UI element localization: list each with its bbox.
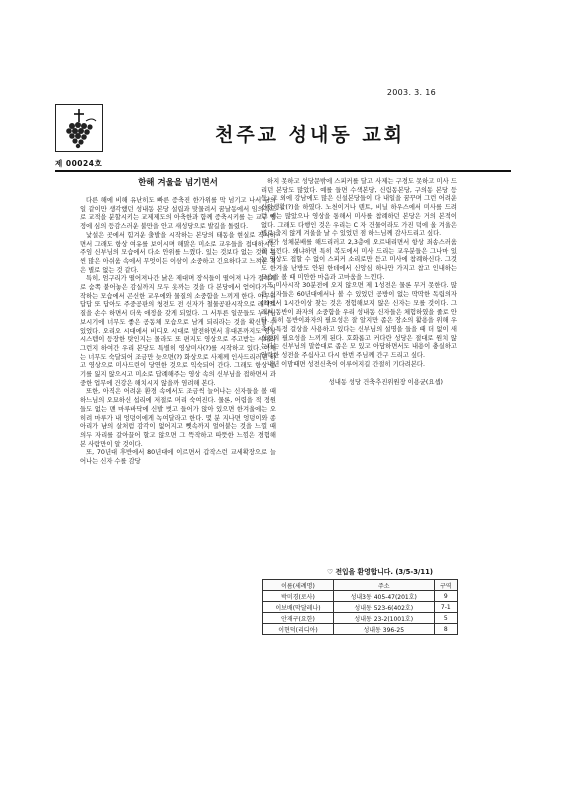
member-address: 성내동 396-25 — [333, 624, 434, 635]
column-header: 구역 — [434, 580, 457, 591]
article-right-column — [261, 178, 457, 388]
header-divider — [55, 170, 511, 172]
article-paragraph: 또 미사시작 30분전에 오지 않으면 제 1성전은 물론 무거 못한다. 많은 신자들은 60년대에서나 볼 수 있었던 공방이 없는 딱딱한 독립의자(?)에서 1시간이상 찾는 것은 경험해보지 않은 신자는 모를 것이다. 그래서 동반이 좌자의 소중함을 우리 성내동 신자들은 체험하였을 줄로 안다. 특히 동반이좌자의 필요성은 잘 알지만 좁은 장소의 활용을 위해 우측이 특정 걸상을 사용하고 있다는 신부님의 설명을 들을 때 더 없이 새 성전의 필요성을 느끼게 된다. 호화롭고 커다란 성당은 절대로 원치 않는다는 신부님의 말씀대로 좁은 모 있고 아담하면서도 내용이 충실하고 안락한 성전을 주십사고 다시 한번 주님께 간구 드리고 싶다. — [261, 282, 457, 360]
issue-date: 2003. 3. 16 — [386, 88, 436, 97]
parish-logo — [55, 104, 103, 152]
newsletter-title: 천주교 성내동 교회 — [214, 124, 406, 146]
member-address: 성내동 523-6(402호) — [333, 602, 434, 613]
member-district: 5 — [434, 613, 457, 624]
member-name: 이보배(막달레나) — [263, 602, 334, 613]
table-row — [263, 591, 458, 602]
member-name: 이현덕(리디아) — [263, 624, 334, 635]
member-district: 7-1 — [434, 602, 457, 613]
article-paragraph: 다른 해에 비해 유난히도 빠른 증축진 한가위를 막 넘기고 나서 냠의 일 같이만 생각했던 성내동 본당 설립과 맞물려서 꿈날동에서 임의적으로 교적을 분할시키는 교제제도의 아축한과 함께 증축시키를 는 교구 행정에 심의 등감스러운 불만을 안고 새성당으로 발길을 돌렸다. — [80, 197, 276, 231]
article-signature: 성내동 성당 건축추진위원장 이용균(요셉) — [328, 379, 443, 387]
issue-number: 제 00024호 — [55, 159, 103, 168]
welcome-title: 전입을 환영합니다. — [335, 568, 393, 576]
column-header: 주소 — [333, 580, 434, 591]
member-name: 박미경(로사) — [263, 591, 334, 602]
grape-cross-icon — [56, 105, 102, 151]
member-name: 안재구(요한) — [263, 613, 334, 624]
new-members-table — [262, 579, 458, 635]
article-paragraph: 하지 못하고 성당문밖에 스피커를 달고 사제는 구경도 못하고 미사 드리던 본당도 많았다. 예를 들면 수색본당, 신림동본당, 구의동 본당 등등, 그 외에 강남에도 많은 신설본당들이 다 내일을 꿈꾸며 그런 어려운 신앙생활(?)을 하였다. 노천이거나 텐트, 비닐 하우스에서 미사를 드려던 예는 많았으나 영상을 통해서 미사를 참례하던 본당은 거의 본적이 없다. 그래도 다행인 것은 우리는 C 자 건물이라도 가진 덕에 올 겨울은 별로 춥지 않게 겨울을 날 수 있었던 점 하느님께 감사드리고 싶다. — [261, 178, 457, 238]
member-district: 9 — [434, 591, 457, 602]
article-paragraph: 또, 70년대 후반에서 80년대에 이르면서 갑작스런 교세확장으로 늘어나는 신자 수를 감당 — [80, 449, 276, 466]
masthead — [55, 96, 511, 168]
column-header: 이름(세례명) — [263, 580, 334, 591]
welcome-period: (3/5-3/11) — [395, 568, 433, 576]
article-paragraph: 내년 이맘때면 성전신축이 이루어지길 간절히 기다려본다. — [267, 360, 425, 368]
article-paragraph: 낯설은 곳에서 힘겨운 출발을 시작하는 본당의 태동을 현실로 직시하면서 그래도 항상 여유를 보이시며 해맑은 미소로 교우들을 접대하시는 주임 신부님의 모습에서 다소 안위를 느꼈다. 있는 것보다 없는 것이 훨씬 많은 아쉬움 속에서 무엇이든 이삼이 소중하고 긴요하다고 느껴본 적은 별로 없는 것 같다. — [80, 231, 276, 274]
article-paragraph: 또한, 아직은 어려운 환경 속에서도 조금씩 늘어나는 신자들을 볼 때 하느님의 오묘하신 섭리에 저절로 머리 숙여진다. 물론, 어렵을 적 정원들도 없는 맨 마루바닥에 신발 벗고 들어가 앉아 있으면 한겨울에는 오히려 마루가 내 엉덩이에게 녹여달라고 한다. 몇 분 지나면 엉덩이와 종아리가 냠의 살처럼 감각이 없어지고 뺏속까지 얼어붙는 것을 느낄 때 의두 자리를 갈아끌어 할고 않으면 그 뜩작하고 따뜻한 느낌은 경험해 본 사람만이 알 것이다. — [80, 388, 276, 448]
article-left-column — [80, 178, 276, 467]
heart-icon: ♡ — [327, 568, 334, 576]
article-paragraph: 특히, 엄구리가 떨어져나간 낡은 제대며 장식들이 떨어져 나가 접착제로 숨쪽 붙어놓은 감실까지 모두 옷까는 것을 다 본당에서 얻어다가 시작하는 모습에서 곤신한 교우에와 물질의 소중함을 느끼게 한다. 아무리 답답 또 답아도 주중공판의 청전도 전 신자가 철물공판시작으로 레미트질을 손수 하면서 더욱 애정을 갖게 되었다. 그 서투른 일꾼들도 누나님 보시기에 너무도 좋은 공동체 모습으로 남게 되리라는 것을 확신할 수 있었다. 오리오 시대에서 비디오 시대로 발전하면서 휴대폰까지도 영상시스템이 등장한 탓인지는 몰라도 또 편지도 영상으로 주고받는 시대라 그런지 하여간 우리 본당도 특별히 영상미사(?)를 시작하고 있다. 이제는 너무도 숙달되어 조금만 늦으면(?) 화상으로 사제께 인사드리러면 하고 영상으로 미사드린이 당연한 것으로 익숙되어 간다. 그래도 항상 용기를 잃지 않으시고 미소로 답례해주는 영상 속의 신부님을 접하면서 과중한 업무에 건강은 해치시지 않을까 염려해 본다. — [80, 275, 276, 387]
table-row — [263, 602, 458, 613]
welcome-heading — [285, 566, 475, 576]
member-address: 성내동 23-2(1001호) — [333, 613, 434, 624]
table-row — [263, 613, 458, 624]
member-district: 8 — [434, 624, 457, 635]
table-row — [263, 624, 458, 635]
member-address: 성내3동 405-47(201호) — [333, 591, 434, 602]
article-headline: 한해 겨울을 넘기면서 — [138, 178, 218, 188]
article-paragraph: 제가 성체분배를 해드리러고 2,3층에 오르내리면서 항상 죄송스러움을 느낀다. 왜냐하면 특히 복도에서 미사 드리는 교우분들은 그나마 있는 영상도 접할 수 없이 스피커 소리로만 듣고 미사에 참례하신다. 그것도 한겨울 난방도 안된 한데에서 신앙심 하나만 가지고 참고 인내하는 모습을 볼 때 미안한 마음과 고마움을 느낀다. — [261, 238, 457, 281]
table-header-row — [263, 580, 458, 591]
